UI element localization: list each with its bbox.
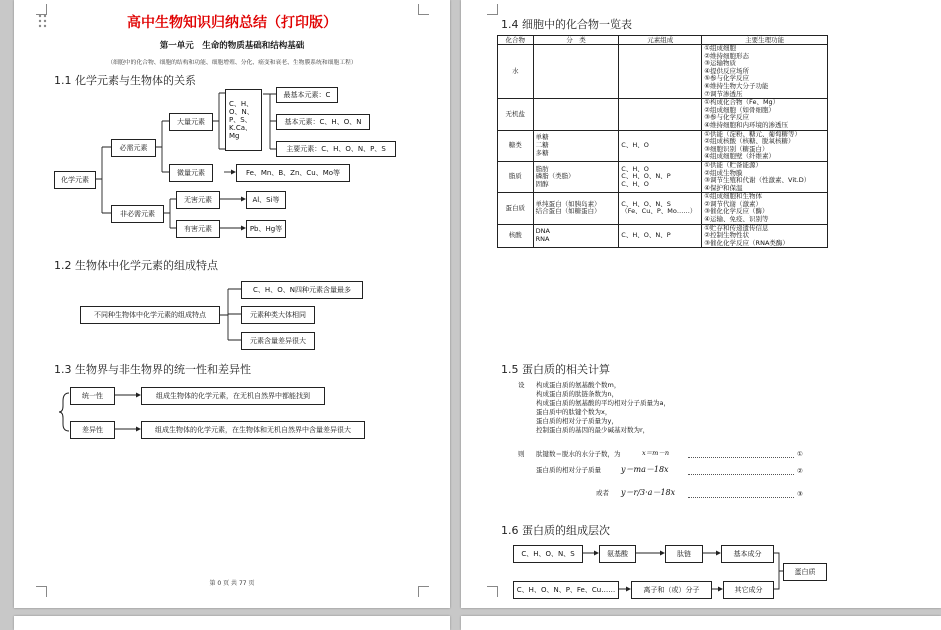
compound-functions: ①贮存和传递遗传信息 ②控制生物性状 ③催化化学反应（RNA类酶） — [702, 224, 828, 248]
box-elements-chons: C、H、O、N、S — [513, 545, 583, 563]
box-feature-content-diff: 元素含量差异很大 — [241, 332, 315, 350]
compound-functions: ①构成化合物（Fe、Mg） ②组成细胞（如骨细胞） ③参与化学反应 ④维持细胞和内环境的渗透压 — [702, 99, 828, 130]
box-most-basic-element: 最基本元素：C — [276, 87, 338, 103]
compound-name: 无机盐 — [498, 99, 534, 130]
unit-subtitle: （细胞中的化合物、细胞的结构和功能、细胞增殖、分化、癌变和衰老、生物膜系统和细胞工程） — [107, 60, 357, 66]
box-composition-features: 不同种生物体中化学元素的组成特点 — [80, 306, 220, 324]
box-beneficial-list: Al、Si等 — [246, 191, 286, 209]
calc-set-label: 设 — [518, 381, 525, 389]
protein-diagram-connectors — [461, 0, 941, 608]
calc-or-label: 或者 — [596, 489, 609, 497]
box-micro-list: Fe、Mn、B、Zn、Cu、Mo等 — [236, 164, 350, 182]
calc-formula-3: y＝r/3·a－18x — [621, 488, 676, 497]
calc-definitions: 构成蛋白质的氨基酸个数m， 构成蛋白质的肽链条数为n， 构成蛋白质的氨基酸的平均相对分子质量为a， 蛋白质中的肽键个数为x， 蛋白质的相对分子质量为y， 控制蛋白质的基因的最少碱基对数为r， — [536, 381, 670, 434]
box-other-component: 其它成分 — [723, 581, 774, 599]
compound-functions: ①组成细胞 ②维持细胞形态 ③运输物质 ④提供反应场所 ⑤参与化学反应 ⑥维持生物大分子功能 ⑦调节渗透压 — [702, 45, 828, 99]
compound-name: 糖类 — [498, 130, 534, 161]
box-unity: 统一性 — [70, 387, 115, 405]
compound-name: 核酸 — [498, 224, 534, 248]
table-header: 元素组成 — [619, 36, 702, 45]
box-macro-elements: 大量元素 — [169, 113, 213, 131]
compound-class: DNA RNA — [533, 224, 619, 248]
unit-title: 第一单元 生命的物质基础和结构基础 — [159, 41, 305, 51]
box-feature-cho-n: C、H、O、N四种元素含量最多 — [241, 281, 363, 299]
section-heading-1-3: 1.3 生物界与非生物界的统一性和差异性 — [54, 363, 251, 376]
box-essential-elements: 必需元素 — [111, 139, 156, 157]
box-beneficial-elements: 无害元素 — [176, 191, 220, 209]
box-harmful-list: Pb、Hg等 — [246, 220, 286, 238]
compound-class: 单纯蛋白（如胰岛素） 结合蛋白（如糖蛋白） — [533, 193, 619, 224]
compound-elements: C、H、O C、H、O、N、P C、H、O — [619, 161, 702, 192]
box-difference-desc: 组成生物体的化学元素，在生物体和无机自然界中含量差异很大 — [141, 421, 365, 439]
compound-name: 脂质 — [498, 161, 534, 192]
calc-peptide-bonds-label: 肽键数＝脱水的水分子数，为 — [536, 450, 621, 458]
box-unity-desc: 组成生物体的化学元素，在无机自然界中都能找到 — [141, 387, 325, 405]
box-peptide-chain: 肽链 — [665, 545, 703, 563]
box-main-elements: 主要元素：C、H、O、N、P、S — [276, 141, 396, 157]
compound-functions: ①组成细胞和生物体 ②调节代谢（激素） ③催化化学反应（酶） ④运输、免疫、识别等 — [702, 193, 828, 224]
box-basic-component: 基本成分 — [721, 545, 774, 563]
calc-eq-number-3: ③ — [797, 490, 803, 498]
compound-name: 水 — [498, 45, 534, 99]
table-header: 化合物 — [498, 36, 534, 45]
calc-eq-number-2: ② — [797, 467, 803, 475]
compound-functions: ①供能（淀粉、糖元、葡萄糖等） ②组成核酸（核糖、脱氧核糖） ③细胞识别（糖蛋白） ④组成细胞壁（纤维素） — [702, 130, 828, 161]
box-ions-molecules: 离子和（或）分子 — [631, 581, 712, 599]
section-heading-1-6: 1.6 蛋白质的组成层次 — [501, 524, 610, 537]
document-page-left — [14, 0, 450, 608]
table-header: 主要生理功能 — [702, 36, 828, 45]
box-harmful-elements: 有害元素 — [176, 220, 220, 238]
compound-class: 单糖 二糖 多糖 — [533, 130, 619, 161]
compound-name: 蛋白质 — [498, 193, 534, 224]
box-chemical-elements: 化学元素 — [54, 171, 96, 189]
compound-elements: C、H、O、N、S （Fe、Cu、P、Mo……） — [619, 193, 702, 224]
document-page-right — [461, 0, 941, 608]
box-difference: 差异性 — [70, 421, 115, 439]
page-number-footer: 第 0 页 共 77 页 — [209, 580, 255, 587]
calc-mass-label: 蛋白质的相对分子质量 — [536, 466, 601, 474]
section-heading-1-4: 1.4 细胞中的化合物一览表 — [501, 18, 632, 31]
compound-functions: ①供能（贮备能源） ②组成生物膜 ③调节生殖和代谢（性激素、Vit.D） ④保护和保温 — [702, 161, 828, 192]
calc-formula-1: x＝m－n — [642, 449, 670, 457]
document-title: 高中生物知识归纳总结（打印版） — [127, 15, 337, 31]
box-elements-other: C、H、O、N、P、Fe、Cu…… — [513, 581, 619, 599]
compound-class: 脂肪 磷脂（类脂） 固醇 — [533, 161, 619, 192]
box-nonessential-elements: 非必需元素 — [111, 205, 164, 223]
compound-elements: C、H、O — [619, 130, 702, 161]
box-basic-elements: 基本元素：C、H、O、N — [276, 114, 370, 130]
calc-eq-number-1: ① — [797, 450, 803, 458]
section-heading-1-5: 1.5 蛋白质的相关计算 — [501, 363, 610, 376]
box-macro-list: C、H、 O、N、 P、S、 K.Ca、 Mg — [225, 89, 262, 151]
calc-then-label: 则 — [518, 450, 525, 458]
compound-elements: C、H、O、N、P — [619, 224, 702, 248]
box-amino-acid: 氨基酸 — [599, 545, 636, 563]
box-micro-elements: 微量元素 — [169, 164, 213, 182]
section-heading-1-2: 1.2 生物体中化学元素的组成特点 — [54, 259, 218, 272]
box-feature-same-types: 元素种类大体相同 — [241, 306, 315, 324]
box-protein: 蛋白质 — [783, 563, 827, 581]
table-header: 分 类 — [533, 36, 619, 45]
section-heading-1-1: 1.1 化学元素与生物体的关系 — [54, 74, 196, 87]
calc-formula-2: y＝ma－18x — [621, 465, 669, 474]
